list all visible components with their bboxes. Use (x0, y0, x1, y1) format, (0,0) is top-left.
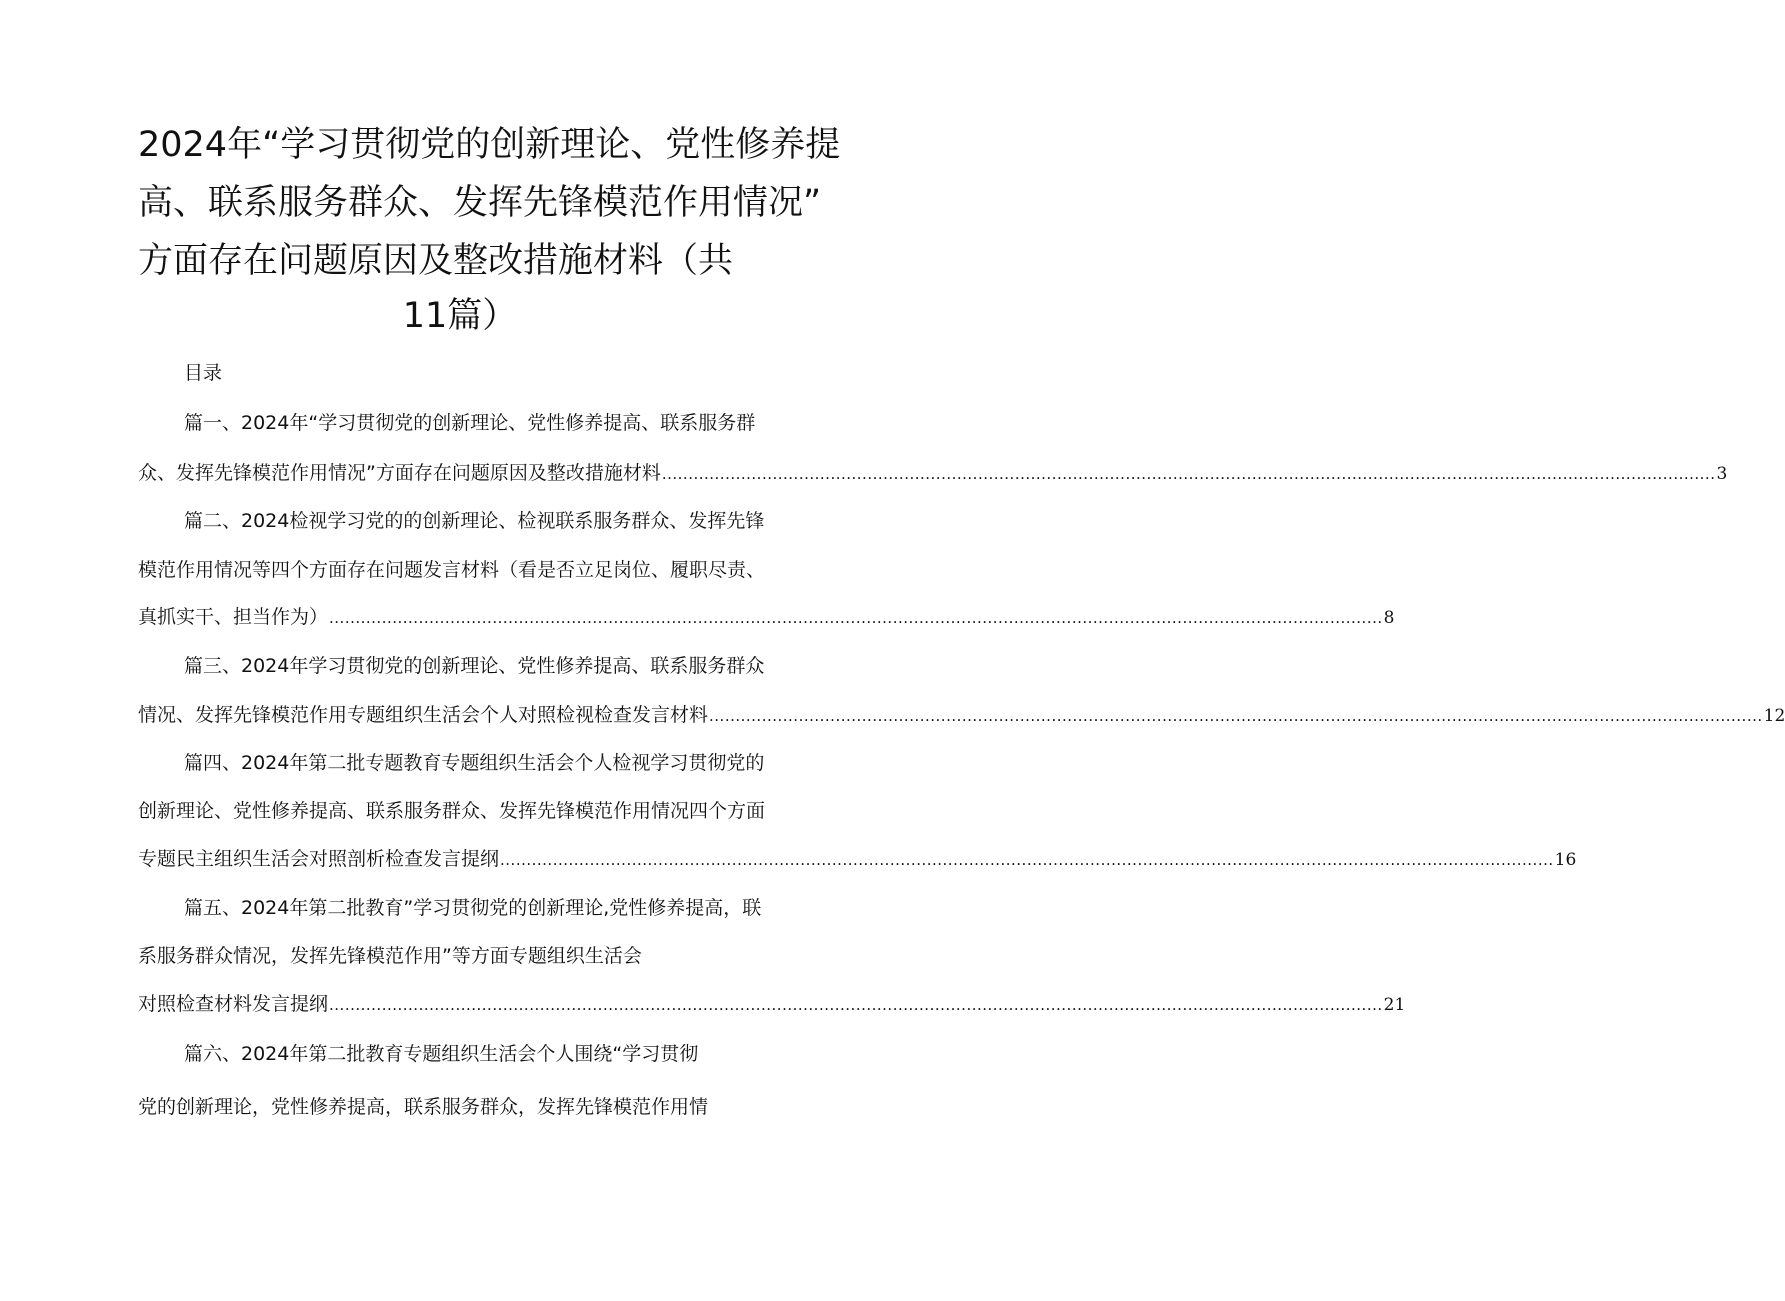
toc-entry-1-leader: ........................................................................................................................................................................................................ (661, 465, 1716, 483)
document-title-line-3: 方面存在问题原因及整改措施材料（共 (138, 241, 734, 281)
toc-entry-4-text: 专题民主组织生活会对照剖析检查发言提纲 (138, 848, 500, 870)
toc-entry-2-leader: ........................................................................................................................................................................................................ (329, 609, 1383, 627)
toc-entry-6-line-2: 党的创新理论，党性修养提高，联系服务群众，发挥先锋模范作用情 (138, 1096, 709, 1118)
toc-entry-1-line-1: 篇一、2024年“学习贯彻党的创新理论、党性修养提高、联系服务群 (184, 412, 756, 434)
toc-entry-1-page: 3 (1716, 464, 1728, 484)
toc-entry-4-line-2: 创新理论、党性修养提高、联系服务群众、发挥先锋模范作用情况四个方面 (138, 800, 766, 822)
toc-entry-3-leader: ........................................................................................................................................................................................................ (709, 707, 1763, 725)
toc-entry-2-line-1: 篇二、2024检视学习党的的创新理论、检视联系服务群众、发挥先锋 (184, 510, 765, 532)
toc-entry-2-page: 8 (1383, 608, 1395, 628)
toc-entry-1-last-line (138, 462, 1728, 484)
document-title-line-1: 2024年“学习贯彻党的创新理论、党性修养提 (138, 125, 841, 165)
document-title-line-2: 高、联系服务群众、发挥先锋模范作用情况” (138, 183, 822, 223)
toc-entry-5-line-2: 系服务群众情况，发挥先锋模范作用”等方面专题组织生活会 (138, 945, 642, 967)
toc-entry-2-line-2: 模范作用情况等四个方面存在问题发言材料（看是否立足岗位、履职尽责、 (138, 559, 766, 581)
toc-entry-2-text: 真抓实干、担当作为） (138, 606, 329, 628)
toc-entry-1-text: 众、发挥先锋模范作用情况”方面存在问题原因及整改措施材料 (138, 462, 661, 484)
toc-entry-3-line-1: 篇三、2024年学习贯彻党的创新理论、党性修养提高、联系服务群众 (184, 655, 765, 677)
toc-entry-3-text: 情况、发挥先锋模范作用专题组织生活会个人对照检视检查发言材料 (138, 704, 709, 726)
toc-label: 目录 (184, 362, 223, 384)
toc-entry-5-last-line (138, 993, 1406, 1015)
toc-entry-4-last-line (138, 848, 1577, 870)
toc-entry-4-page: 16 (1554, 850, 1577, 870)
toc-entry-5-page: 21 (1383, 995, 1406, 1015)
toc-entry-5-leader: ........................................................................................................................................................................................................ (329, 996, 1383, 1014)
toc-entry-4-leader: ........................................................................................................................................................................................................ (500, 851, 1554, 869)
toc-entry-5-text: 对照检查材料发言提纲 (138, 993, 329, 1015)
toc-entry-3-page: 12 (1763, 706, 1785, 726)
toc-entry-2-last-line (138, 606, 1395, 628)
toc-entry-5-line-1: 篇五、2024年第二批教育”学习贯彻党的创新理论,党性修养提高，联 (184, 897, 762, 919)
toc-entry-6-line-1: 篇六、2024年第二批教育专题组织生活会个人围绕“学习贯彻 (184, 1043, 699, 1065)
document-title-line-4: 11篇） (402, 296, 518, 336)
toc-entry-4-line-1: 篇四、2024年第二批专题教育专题组织生活会个人检视学习贯彻党的 (184, 752, 765, 774)
toc-entry-3-last-line (138, 704, 1785, 726)
